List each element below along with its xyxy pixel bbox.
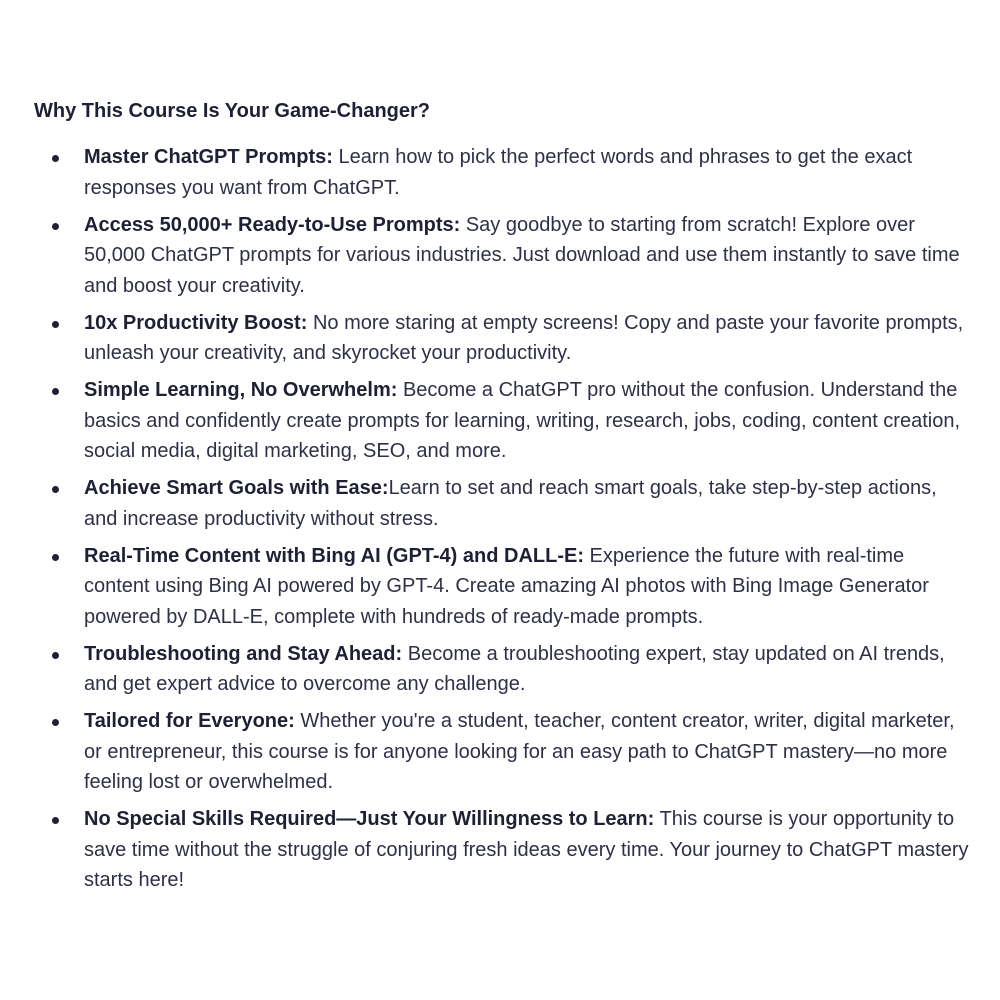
bullet-icon bbox=[52, 554, 59, 561]
item-text: Say goodbye to starting from scratch! Explore over 50,000 ChatGPT prompts for various industries. Just download and use them instantly to save time and boost your creativity. bbox=[84, 213, 960, 297]
bullet-icon bbox=[52, 486, 59, 493]
item-text: Learn to set and reach smart goals, take step-by-step actions, and increase productivity without stress. bbox=[84, 477, 937, 530]
list-item bbox=[34, 706, 970, 798]
bullet-icon bbox=[52, 652, 59, 659]
item-title: Troubleshooting and Stay Ahead: bbox=[84, 642, 403, 665]
item-text: Become a troubleshooting expert, stay updated on AI trends, and get expert advice to overcome any challenge. bbox=[84, 642, 945, 695]
item-text: Whether you're a student, teacher, content creator, writer, digital marketer, or entrepreneur, this course is for anyone looking for an easy path to ChatGPT mastery—no more feeling lost or overwhelmed. bbox=[84, 710, 955, 793]
bullet-icon bbox=[52, 223, 59, 230]
list-item bbox=[34, 541, 970, 633]
bullet-icon bbox=[52, 719, 59, 726]
bullet-icon bbox=[52, 321, 59, 328]
item-text: No more staring at empty screens! Copy and paste your favorite prompts, unleash your creativity, and skyrocket your productivity. bbox=[84, 311, 964, 364]
item-title: Master ChatGPT Prompts: bbox=[84, 146, 333, 168]
item-title: Simple Learning, No Overwhelm: bbox=[84, 379, 398, 401]
item-title: Tailored for Everyone: bbox=[84, 710, 295, 732]
bullet-icon bbox=[52, 155, 59, 162]
bullet-icon bbox=[52, 388, 59, 395]
item-title: No Special Skills Required—Just Your Willingness to Learn: bbox=[84, 808, 655, 830]
list-item bbox=[34, 804, 970, 896]
item-text: This course is your opportunity to save time without the struggle of conjuring fresh ideas every time. Your journey to ChatGPT mastery starts here! bbox=[84, 808, 969, 891]
list-item bbox=[34, 473, 970, 534]
bullet-icon bbox=[52, 817, 59, 824]
item-title: 10x Productivity Boost: bbox=[84, 311, 308, 334]
item-text: Learn how to pick the perfect words and phrases to get the exact responses you want from ChatGPT. bbox=[84, 146, 913, 199]
list-item bbox=[34, 375, 970, 467]
list-item bbox=[34, 639, 970, 700]
list-item bbox=[34, 308, 970, 369]
benefits-list bbox=[34, 142, 970, 902]
item-title: Real-Time Content with Bing AI (GPT-4) and DALL-E: bbox=[84, 544, 584, 567]
item-text: Experience the future with real-time content using Bing AI powered by GPT-4. Create amazing AI photos with Bing Image Generator powered by DALL-E, complete with hundreds of ready-made prompts. bbox=[84, 544, 929, 628]
list-item bbox=[34, 142, 970, 203]
section-heading: Why This Course Is Your Game-Changer? bbox=[34, 100, 430, 122]
item-text: Become a ChatGPT pro without the confusion. Understand the basics and confidently create prompts for learning, writing, research, jobs, coding, content creation, social media, digital marketing, SEO, and more. bbox=[84, 379, 961, 462]
item-title: Access 50,000+ Ready-to-Use Prompts: bbox=[84, 213, 461, 236]
list-item bbox=[34, 210, 970, 302]
item-title: Achieve Smart Goals with Ease: bbox=[84, 477, 389, 499]
